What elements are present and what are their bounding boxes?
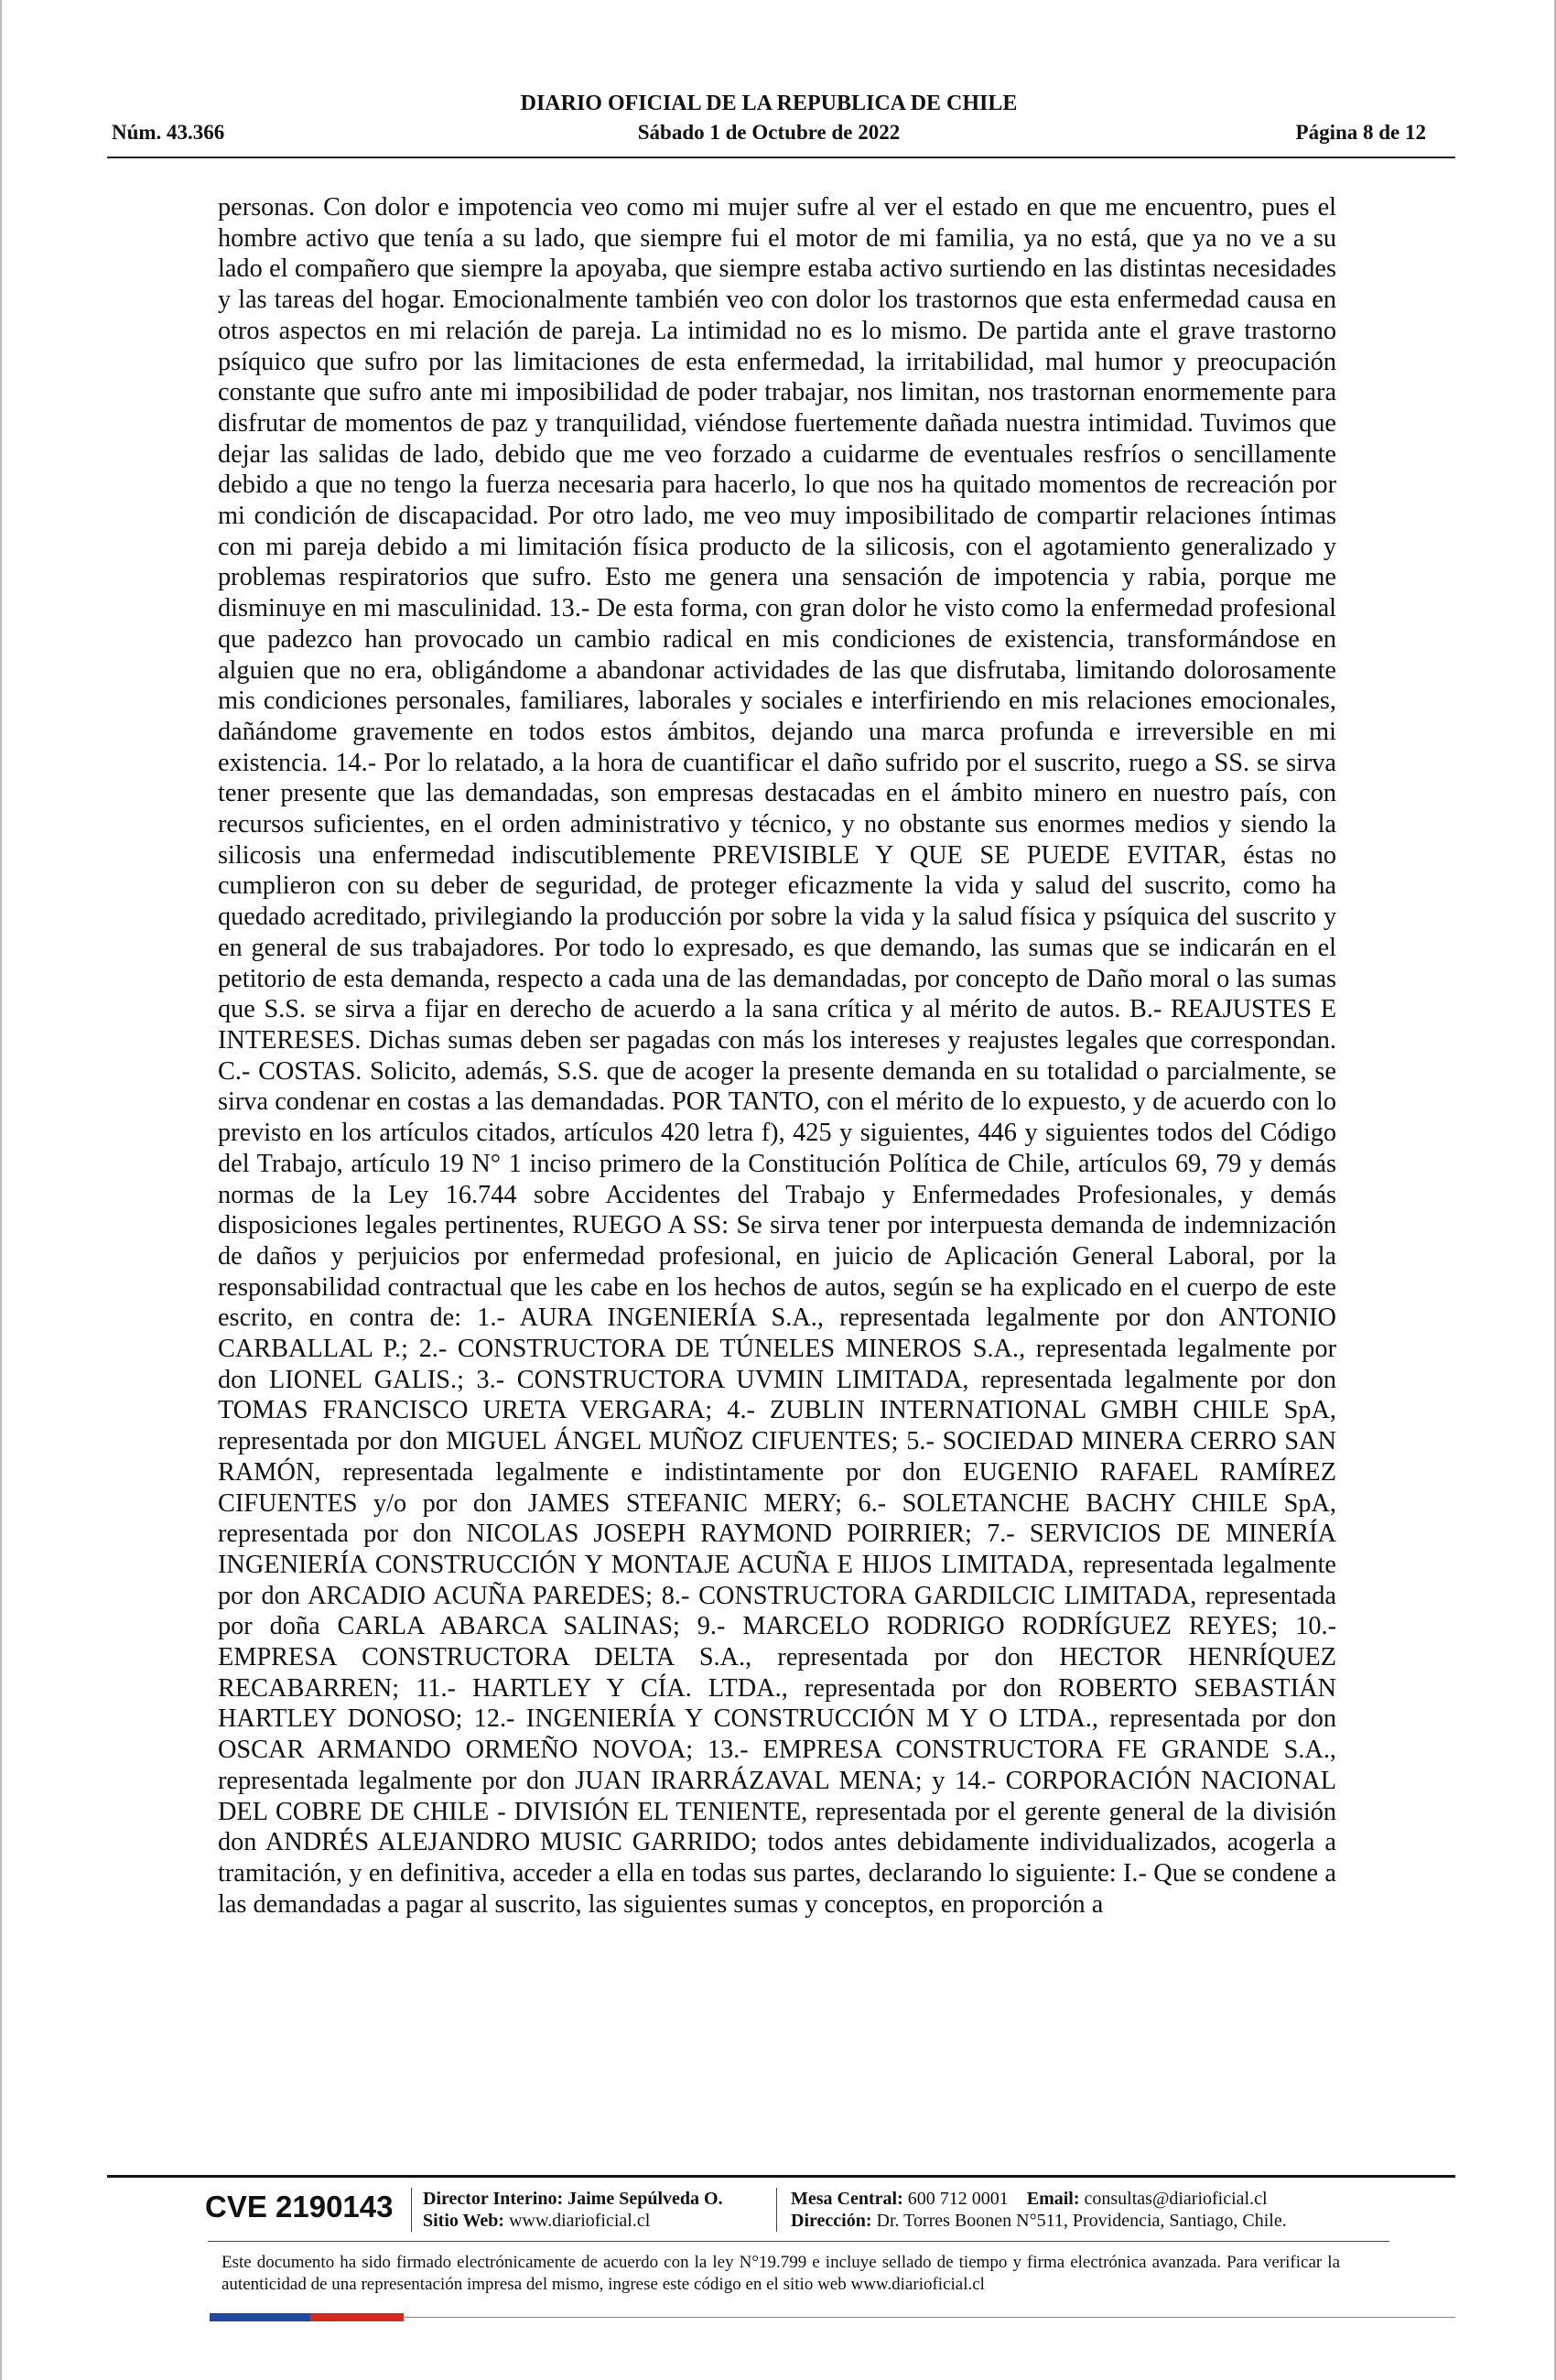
flag-stripe-blue — [210, 2313, 310, 2321]
email-label: Email: — [1026, 2189, 1080, 2209]
flag-stripe-red — [310, 2313, 404, 2321]
phone-label: Mesa Central: — [791, 2189, 903, 2209]
cve-code: CVE 2190143 — [205, 2190, 394, 2223]
body-paragraph: personas. Con dolor e impotencia veo como mi mujer sufre al ver el estado en que me encuentro, pues el hombre activo que tenía a su lado, que siempre fui el motor de mi familia, ya no está, que ya no ve a su lado el compañero que siempre la apoyaba, que siempre estaba activo surtiendo en las distintas necesidades y las tareas del hogar. Emocionalmente también veo con dolor los trastornos que esta enfermedad causa en otros aspectos en mi relación de pareja. La intimidad no es lo mismo. De partida ante el grave trastorno psíquico que sufro por las limitaciones de esta enfermedad, la irritabilidad, mal humor y preocupación constante que sufro ante mi imposibilidad de poder trabajar, nos limitan, nos trastornan enormemente para disfrutar de momentos de paz y tranquilidad, viéndose fuertemente dañada nuestra intimidad. Tuvimos que dejar las salidas de lado, debido que me veo forzado a cuidarme de eventuales resfríos o sencillamente debido a que no tengo la fuerza necesaria para hacerlo, lo que nos ha quitado momentos de recreación por mi condición de discapacidad. Por otro lado, me veo muy imposibilitado de compartir relaciones íntimas con mi pareja debido a mi limitación física producto de la silicosis, con el agotamiento generalizado y problemas respiratorios que sufro. Esto me genera una sensación de impotencia y rabia, porque me disminuye en mi masculinidad. 13.- De esta forma, con gran dolor he visto como la enfermedad profesional que padezco han provocado un cambio radical en mis condiciones de existencia, transformándose en alguien que no era, obligándome a abandonar actividades de las que disfrutaba, limitando dolorosamente mis condiciones personales, familiares, laborales y sociales e interfiriendo en mis relaciones emocionales, dañándome gravemente en todos estos ámbitos, dejando una marca profunda e irreversible en mi existencia. 14.- Por lo relatado, a la hora de cuantificar el daño sufrido por el suscrito, ruego a SS. se sirva tener presente que las demandadas, son empresas destacadas en el ámbito minero en nuestro país, con recursos suficientes, en el orden administrativo y técnico, y no obstante sus enormes medios y siendo la silicosis una enfermedad indiscutiblemente PREVISIBLE Y QUE SE PUEDE EVITAR, éstas no cumplieron con su deber de seguridad, de proteger eficazmente la vida y salud del suscrito, como ha quedado acreditado, privilegiando la producción por sobre la vida y la salud física y psíquica del suscrito y en general de sus trabajadores. Por todo lo expresado, es que demando, las sumas que se indicarán en el petitorio de esta demanda, respecto a cada una de las demandadas, por concepto de Daño moral o las sumas que S.S. se sirva a fijar en derecho de acuerdo a la sana crítica y al mérito de autos. B.- REAJUSTES E INTERESES. Dichas sumas deben ser pagadas con más los intereses y reajustes legales que correspondan. C.- COSTAS. Solicito, además, S.S. que de acoger la presente demanda en su totalidad o parcialmente, se sirva condenar en costas a las demandadas. POR TANTO, con el mérito de lo expuesto, y de acuerdo con lo previsto en los artículos citados, artículos 420 letra f), 425 y siguientes, 446 y siguientes todos del Código del Trabajo, artículo 19 N° 1 inciso primero de la Constitución Política de Chile, artículos 69, 79 y demás normas de la Ley 16.744 sobre Accidentes del Trabajo y Enfermedades Profesionales, y demás disposiciones legales pertinentes, RUEGO A SS: Se sirva tener por interpuesta demanda de indemnización de daños y perjuicios por enfermedad profesional, en juicio de Aplicación General Laboral, por la responsabilidad contractual que les cabe en los hechos de autos, según se ha explicado en el cuerpo de este escrito, en contra de: 1.- AURA INGENIERÍA S.A., representada legalmente por don ANTONIO CARBALLAL P.; 2.- CONSTRUCTORA DE TÚNELES MINEROS S.A., representada legalmente por don LIONEL GALIS.; 3.- CONSTRUCTORA UVMIN LIMITADA, representada legalmente por don TOMAS FRANCISCO URETA VERGARA; 4.- ZUBLIN INTERNATIONAL GMBH CHILE SpA, representada por don MIGUEL ÁNGEL MUÑOZ CIFUENTES; 5.- SOCIEDAD MINERA CERRO SAN RAMÓN, representada legalmente e indistintamente por don EUGENIO RAFAEL RAMÍREZ CIFUENTES y/o por don JAMES STEFANIC MERY; 6.- SOLETANCHE BACHY CHILE SpA, representada por don NICOLAS JOSEPH RAYMOND POIRRIER; 7.- SERVICIOS DE MINERÍA INGENIERÍA CONSTRUCCIÓN Y MONTAJE ACUÑA E HIJOS LIMITADA, representada legalmente por don ARCADIO ACUÑA PAREDES; 8.- CONSTRUCTORA GARDILCIC LIMITADA, representada por doña CARLA ABARCA SALINAS; 9.- MARCELO RODRIGO RODRÍGUEZ REYES; 10.- EMPRESA CONSTRUCTORA DELTA S.A., representada por don HECTOR HENRÍQUEZ RECABARREN; 11.- HARTLEY Y CÍA. LTDA., representada por don ROBERTO SEBASTIÁN HARTLEY DONOSO; 12.- INGENIERÍA Y CONSTRUCCIÓN M Y O LTDA., representada por don OSCAR ARMANDO ORMEÑO NOVOA; 13.- EMPRESA CONSTRUCTORA FE GRANDE S.A., representada legalmente por don JUAN IRARRÁZAVAL MENA; y 14.- CORPORACIÓN NACIONAL DEL COBRE DE CHILE - DIVISIÓN EL TENIENTE, representada por el gerente general de la división don ANDRÉS ALEJANDRO MUSIC GARRIDO; todos antes debidamente individualizados, acogerla a tramitación, y en definitiva, acceder a ella en todas sus partes, declarando lo siguiente: I.- Que se condene a las demandadas a pagar al suscrito, las siguientes sumas y conceptos, en proporción a — [218, 193, 1336, 1919]
legal-notice: Este documento ha sido firmado electrónicamente de acuerdo con la ley N°19.799 e incluye sellado de tiempo y firma electrónica avanzada. Para verificar la autenticidad de una representación impresa del mismo, ingrese este código en el sitio web www.diarioficial.cl — [222, 2253, 1340, 2294]
website-label: Sitio Web: — [423, 2211, 505, 2231]
bottom-divider — [405, 2317, 1455, 2318]
footer-contact-block — [791, 2188, 1287, 2232]
newspaper-title: DIARIO OFICIAL DE LA REPUBLICA DE CHILE — [520, 92, 1018, 115]
issue-number: Núm. 43.366 — [112, 121, 225, 144]
address-label: Dirección: — [791, 2211, 872, 2231]
website-link[interactable]: www.diarioficial.cl — [509, 2211, 651, 2231]
header-divider — [107, 157, 1455, 158]
footer-divider-thin — [208, 2241, 1389, 2242]
footer-divider — [107, 2175, 1455, 2178]
email-link[interactable]: consultas@diarioficial.cl — [1084, 2189, 1268, 2209]
footer-separator — [411, 2188, 412, 2232]
address-value: Dr. Torres Boonen N°511, Providencia, Santiago, Chile. — [876, 2211, 1287, 2231]
footer-director-block — [423, 2188, 723, 2232]
footer-separator — [776, 2188, 777, 2232]
issue-date: Sábado 1 de Octubre de 2022 — [637, 121, 901, 144]
phone-value: 600 712 0001 — [907, 2189, 1009, 2209]
director-name: Jaime Sepúlveda O. — [567, 2189, 723, 2209]
director-label: Director Interino: — [423, 2189, 564, 2209]
page-number: Página 8 de 12 — [1295, 121, 1426, 144]
page-header — [112, 92, 1426, 156]
document-body — [218, 192, 1336, 1920]
